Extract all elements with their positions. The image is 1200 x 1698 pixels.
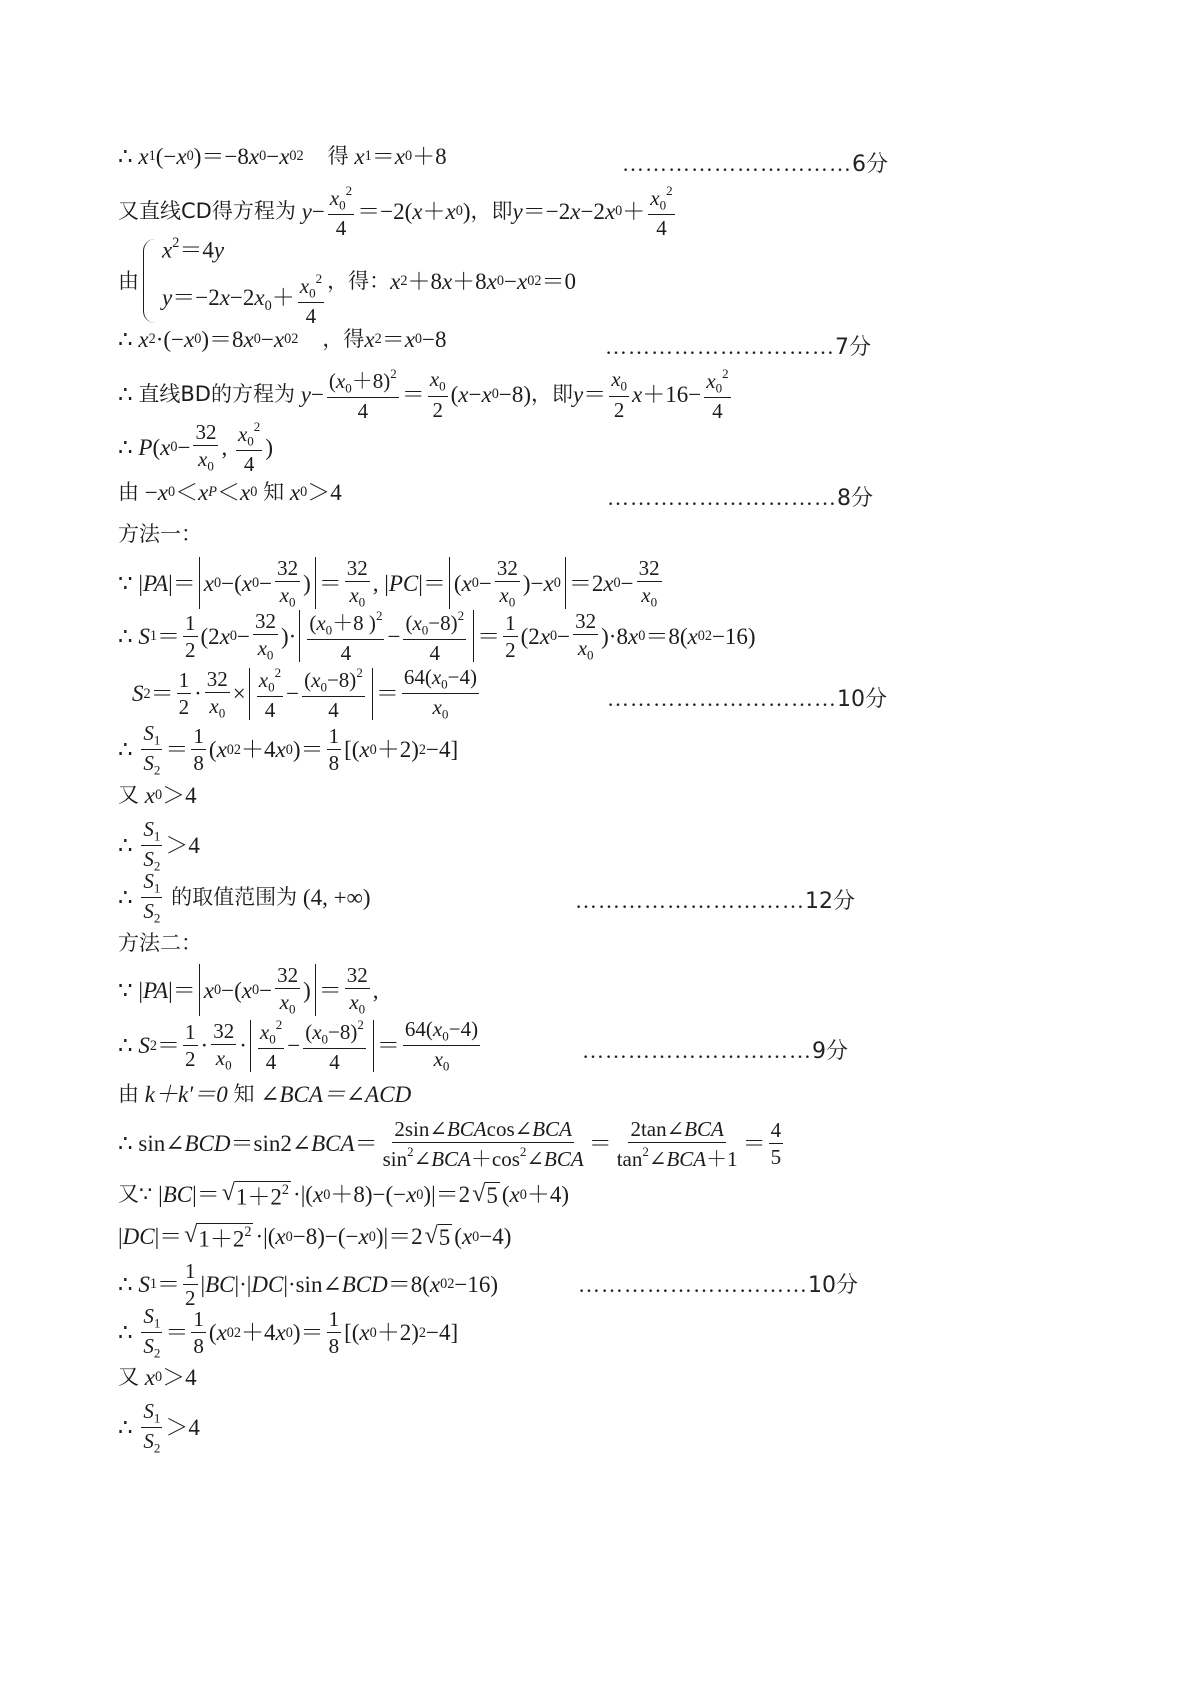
eq-ratio-1: ∴ $\frac{S_1}{S_2}$ ＝ $\frac{1}{8}$ ( x 0 2 ＋4 x 0 )＝ $\frac{1}{8}$ [( x 0 ＋2) 2 −4] bbox=[118, 721, 459, 778]
range-value: (4, +∞) bbox=[302, 885, 371, 911]
label-you-because: 又∵ bbox=[118, 1182, 153, 1207]
label-range: 的取值范围为 bbox=[171, 885, 298, 910]
label-line-cd: 又直线CD得方程为 bbox=[118, 199, 296, 223]
label-ji: ，即 bbox=[470, 199, 513, 223]
eq-x2-product: ∴ x 2 ·(− x 0 )＝8 x 0 − x 0 2 ，得 x 2 ＝ x 0 −8 bbox=[118, 327, 447, 352]
label-you-x0-2: 又 bbox=[118, 1365, 139, 1389]
score-10-b-label: 10分 bbox=[808, 1273, 858, 1298]
eq-range: ∴ $\frac{S_1}{S_2}$ 的取值范围为 (4, +∞) bbox=[118, 869, 371, 926]
label-you-3: 由 bbox=[118, 1082, 139, 1106]
label-ji2: ，即 bbox=[530, 382, 573, 406]
score-10-a: …………………………10分 bbox=[607, 686, 887, 712]
eq-bc-length: 又∵ | BC |＝ √ $1+2^2$ ·|( x 0 ＋8)−(− x 0 )|＝2 √ 5 ( x 0 ＋4) bbox=[118, 1180, 570, 1210]
label-you-2: 由 bbox=[118, 480, 139, 504]
eq-x0-gt4-2: 又 x 0 ＞4 bbox=[118, 1365, 197, 1390]
label-you-x0: 又 bbox=[118, 783, 139, 807]
label-you: 由 bbox=[118, 268, 139, 293]
eq-s1-method1: ∴ S 1 ＝ $\frac{1}{2}$ (2 x 0 − $\frac{32}{x_0}$ )· $\frac{(x_0+8 )^2}{4}$ − $\frac{(x_0-8)^2}{4}$ ＝ $\frac{1}{2}$ (2 x 0 − $\frac{32}{x_0}$ )·8 x 0 ＝8( x 0 2 −16) bbox=[118, 607, 756, 665]
eq-ratio-gt4-2: ∴ $\frac{S_1}{S_2}$ ＞4 bbox=[118, 1399, 200, 1456]
score-8-label: 8分 bbox=[837, 486, 873, 511]
label-zhi: 知 bbox=[263, 480, 285, 504]
score-9-label: 9分 bbox=[812, 1039, 848, 1064]
k-relation: k＋k′＝0 bbox=[144, 1082, 228, 1107]
label-de2: ，得 bbox=[322, 327, 365, 351]
eq-pa-pc-1: ∵ | PA |＝ x 0 −( x 0 − $\frac{32}{x_0}$ ) ＝ $\frac{32}{x_0}$ , | PC |＝ ( x 0 − $\frac{32}{x_0}$ )− x 0 ＝2 x 0 − $\frac{32}{x_0}$ bbox=[118, 556, 660, 610]
label-de: 得 bbox=[327, 144, 349, 168]
label-de-system: ，得： bbox=[327, 268, 391, 293]
label-method2: 方法二： bbox=[118, 931, 202, 955]
eq-s2-method1: S 2 ＝ $\frac{1}{2}$ · $\frac{32}{x_0}$ × $\frac{x_0^2}{4}$ − $\frac{(x_0-8)^2}{4}$ ＝ $\frac{64(x_0-4)}{x_0}$ bbox=[132, 665, 478, 723]
label-line-bd: 直线BD的方程为 bbox=[138, 382, 295, 406]
eq-x1-product: ∴ x 1 (− x 0 )＝−8 x 0 − x 0 2 得 x 1 ＝ x 0 ＋8 bbox=[118, 144, 447, 169]
brace-icon bbox=[143, 239, 156, 323]
angle-relation: ∠BCA＝∠ACD bbox=[260, 1082, 412, 1107]
score-7-label: 7分 bbox=[835, 335, 871, 360]
eq-line-cd: 又直线CD得方程为 y − $\frac{x_0^2}{4}$ ＝−2( x ＋ x 0 ) ，即 y ＝−2 x −2 x 0 ＋ $\frac{x_0^2}{4}$ bbox=[118, 183, 673, 240]
eq-point-p: ∴ P ( x 0 − $\frac{32}{x_0}$ , $\frac{x_0^2}{4}$ ) bbox=[118, 419, 273, 476]
score-12: …………………………12分 bbox=[575, 888, 855, 914]
eq-k-relation bbox=[118, 1083, 411, 1106]
score-10-a-label: 10分 bbox=[837, 687, 887, 712]
score-10-b: …………………………10分 bbox=[578, 1272, 858, 1298]
eq-system: 由 $x^2=4y$ $y=-2x-2x_0+$ $\frac{x_0^2}{4}$ ，得： x 2 ＋8 x ＋8 x 0 − x 0 2 ＝0 bbox=[118, 235, 576, 328]
eq-sin-bcd: ∴ sin∠ BCD ＝sin2∠ BCA ＝ $\frac{\text{2sin∠BCAcos∠BCA}}{\sin^2\angle BCA+\cos^2\angle BCA}$ ＝ $\frac{\text{2tan∠BCA}}{\tan^2\angle BCA+1}$ ＝ $\frac{4}{5}$ bbox=[118, 1117, 782, 1171]
eq-s2-method2: ∴ S 2 ＝ $\frac{1}{2}$ · $\frac{32}{x_0}$ · $\frac{x_0^2}{4}$ − $\frac{(x_0-8)^2}{4}$ ＝ $\frac{64(x_0-4)}{x_0}$ bbox=[118, 1017, 479, 1075]
label-zhi-2: 知 bbox=[233, 1082, 255, 1106]
method-one-heading bbox=[118, 524, 202, 545]
score-12-label: 12分 bbox=[805, 889, 855, 914]
label-method1: 方法一： bbox=[118, 522, 202, 546]
eq-x0-gt4-1: 又 x 0 ＞4 bbox=[118, 783, 197, 808]
eq-ratio-gt4-1: ∴ $\frac{S_1}{S_2}$ ＞4 bbox=[118, 817, 200, 874]
eq-x0-condition: 由 − x 0 ＜ x P ＜ x 0 知 x 0 ＞4 bbox=[118, 480, 342, 505]
eq-line-bd: ∴ 直线BD的方程为 y − $\frac{(x_0+8)^2}{4}$ ＝ $\frac{x_0}{2}$ ( x − x 0 −8) ，即 y ＝ $\frac{x_0}{2}$ x ＋16− $\frac{x_0^2}{4}$ bbox=[118, 366, 729, 423]
score-9: …………………………9分 bbox=[582, 1038, 848, 1064]
eq-ratio-2: ∴ $\frac{S_1}{S_2}$ ＝ $\frac{1}{8}$ ( x 0 2 ＋4 x 0 )＝ $\frac{1}{8}$ [( x 0 ＋2) 2 −4] bbox=[118, 1304, 459, 1361]
eq-dc-length: | DC |＝ √ $1+2^2$ ·|( x 0 −8)−(− x 0 )|＝2 √ 5 ( x 0 −4) bbox=[118, 1222, 512, 1252]
eq-s1-method2: ∴ S 1 ＝ $\frac{1}{2}$ | BC |·| DC |·sin∠ BCD ＝8( x 0 2 −16) bbox=[118, 1259, 499, 1311]
score-6-label: 6分 bbox=[852, 152, 888, 177]
score-7: …………………………7分 bbox=[605, 334, 871, 360]
method-two-heading bbox=[118, 933, 202, 954]
eq-pa-2: ∵ | PA |＝ x 0 −( x 0 − $\frac{32}{x_0}$ ) ＝ $\frac{32}{x_0}$ , bbox=[118, 963, 379, 1017]
score-8: …………………………8分 bbox=[607, 485, 873, 511]
score-6: …………………………6分 bbox=[622, 151, 888, 177]
